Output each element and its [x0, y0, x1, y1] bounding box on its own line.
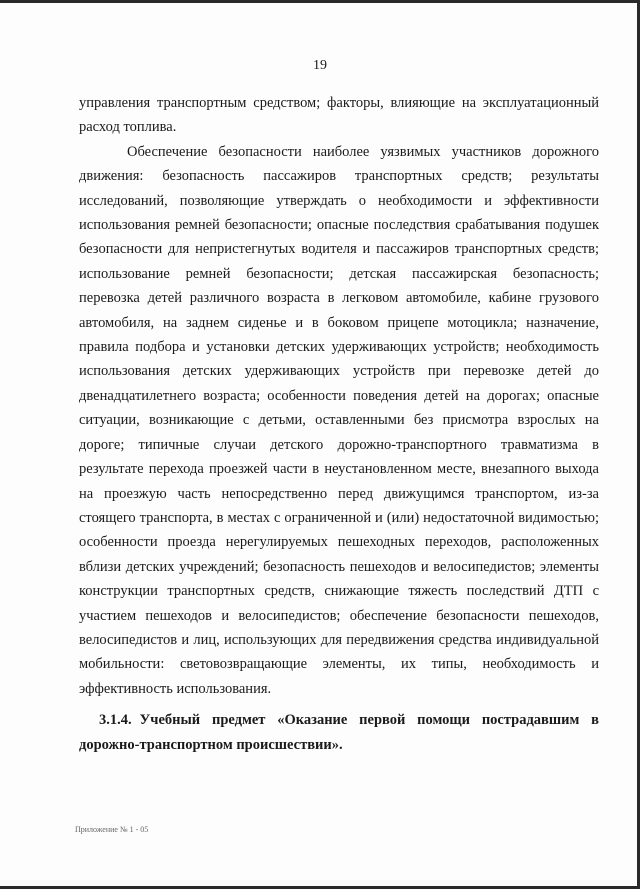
paragraph-safety-vulnerable-participants: Обеспечение безопасности наиболее уязвимых участников дорожного движения: безопасность пассажиров транспортных средств; результаты исследований, позволяющие утверждать о необходимости и эффективности использования ремней безопасности; опасные последствия срабатывания подушек безопасности для непристегнутых водителя и пассажиров транспортных средств; использование ремней безопасности; детская пассажирская безопасность; перевозка детей различного возраста в легковом автомобиле, кабине грузового автомобиля, на заднем сиденье и в боковом прицепе мотоцикла; назначение, правила подбора и установки детских удерживающих устройств; необходимость использования детских удерживающих устройств при перевозке детей до двенадцатилетнего возраста; особенности поведения детей на дорогах; опасные ситуации, возникающие с детьми, оставленными без присмотра взрослых на дороге; типичные случаи детского дорожно-транспортного травматизма в результате перехода проезжей части в неустановленном месте, внезапного выхода на проезжую часть непосредственно перед движущимся транспортом, из-за стоящего транспорта, в местах с ограниченной и (или) недостаточной видимостью; особенности проезда нерегулируемых пешеходных переходов, расположенных вблизи детских учреждений; безопасность пешеходов и велосипедистов; элементы конструкции транспортных средств, снижающие тяжесть последствий ДТП с участием пешеходов и велосипедистов; обеспечение безопасности пешеходов, велосипедистов и лиц, использующих для передвижения средства индивидуальной мобильности: световозвращающие элементы, их типы, необходимость и эффективность использования.	[79, 143, 599, 697]
page-number: 19	[313, 58, 327, 73]
paragraph-continuation: управления транспортным средством; факторы, влияющие на эксплуатационный расход топлива.	[79, 95, 599, 136]
section-heading	[79, 708, 599, 757]
scan-edge-top	[0, 0, 640, 3]
section-title: Учебный предмет «Оказание первой помощи пострадавшим в дорожно-транспортном происшествии».	[79, 712, 599, 753]
body-text	[79, 91, 599, 757]
section-number: 3.1.4.	[99, 712, 132, 729]
footer-note: Приложение № 1 - 05	[75, 825, 149, 834]
